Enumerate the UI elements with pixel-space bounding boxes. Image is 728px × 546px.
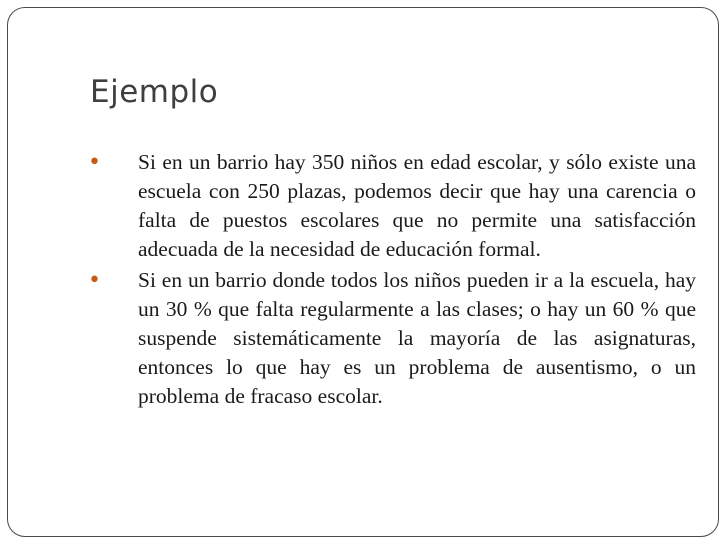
bullet-text: Si en un barrio hay 350 niños en edad escolar, y sólo existe una escuela con 250 plazas, podemos decir que hay una carencia o falta de puestos escolares que no permite una satisfacción adecuada de la necesidad de educación formal. bbox=[138, 150, 696, 261]
slide-frame bbox=[7, 7, 719, 537]
bullet-dot-icon: • bbox=[88, 268, 101, 293]
bullet-item bbox=[88, 148, 696, 264]
slide-title: Ejemplo bbox=[90, 74, 219, 110]
bullet-dot-icon: • bbox=[88, 150, 101, 175]
bullet-list bbox=[88, 148, 696, 413]
bullet-item bbox=[88, 266, 696, 411]
bullet-text: Si en un barrio donde todos los niños pueden ir a la escuela, hay un 30 % que falta regularmente a las clases; o hay un 60 % que suspende sistemáticamente la mayoría de las asignaturas, entonces lo que hay es un problema de ausentismo, o un problema de fracaso escolar. bbox=[138, 268, 696, 408]
